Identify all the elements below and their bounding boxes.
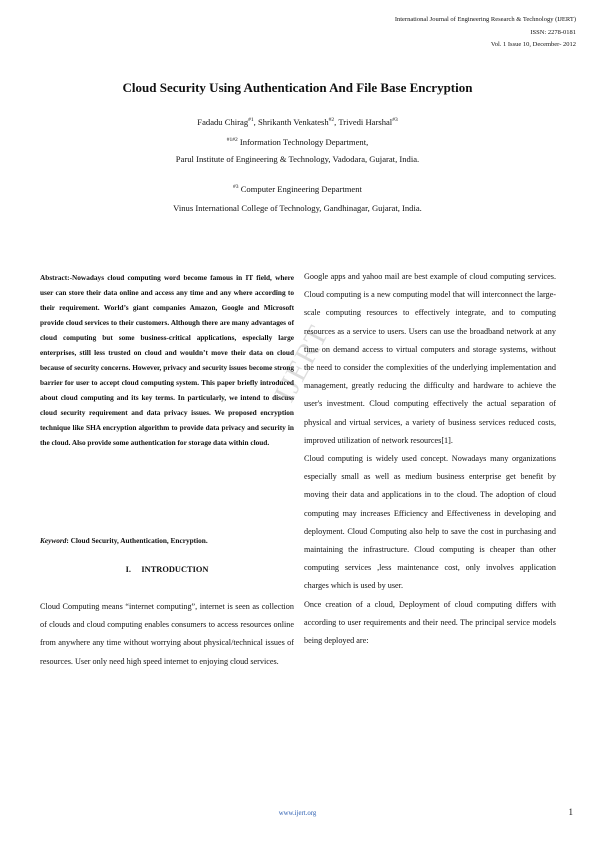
volume-issue: Vol. 1 Issue 10, December- 2012 (490, 41, 576, 48)
watermark: IJERT (268, 320, 336, 408)
author-3-sup: #3 (392, 117, 398, 124)
section-heading-introduction: I. INTRODUCTION (125, 565, 209, 574)
issn: ISSN: 2278-0181 (530, 28, 576, 36)
author-1: Fadadu Chirag (197, 117, 249, 127)
intro-paragraph: Cloud Computing means “internet computing”, internet is seen as collection of clouds and cloud computing enables consumers to access resources online from anywhere any time without worrying about physical/technical issues of resources. User only need high speed internet to enjoying cloud services. (40, 602, 294, 666)
keywords-text: : Cloud Security, Authentication, Encryption. (66, 536, 208, 545)
author-1-sup: #1 (248, 117, 254, 124)
right-column (304, 268, 556, 650)
author-2: Shrikanth Venkatesh (257, 117, 329, 127)
abstract: Abstract:-Nowadays cloud computing word become famous in IT field, where user can store their data online and access any time and any where according to their requirement. World’s giant companies Amazon, Google and Microsoft provide cloud services to their customers. Although there are many advantages of cloud computing but some business-critical applications, especially large enterprises, still less trusted on cloud and wouldn’t move their data on cloud because of security concerns. However, privacy and security issues become strong barrier for user to accept cloud computing system. This paper briefly introduced about cloud computing and its key terms. In particularly, we intend to discuss cloud security requirement and data privacy issues. We proposed encryption technique like SHA encryption algorithm to provide data privacy and security in the cloud. Also provide some authentication for storage data within cloud. (40, 273, 294, 447)
affiliation-1-inst: Parul Institute of Engineering & Technology, Vadodara, Gujarat, India. (175, 154, 420, 164)
affiliation-2-sup: #3 (233, 184, 239, 191)
right-paragraph-1: Google apps and yahoo mail are best example of cloud computing services. Cloud computing is a new computing model that will interconnect the large-scale computing resources to effectively integrate, and to computing resources as a service to users. Users can use the broadband network at any time on demand access to virtual computers and storage systems, without the need to consider the complexities of the underlying implementation and management, greatly reducing the difficulty and hardware to achieve the user's investment. Cloud computing effectively the actual separation of physical and virtual services, a variety of business services reduced costs, improved utilization of network resources[1]. (304, 272, 556, 445)
affiliation-2-dept-text: Computer Engineering Department (240, 184, 362, 194)
affiliation-2-inst: Vinus International College of Technology, Gandhinagar, Gujarat, India. (173, 203, 422, 213)
affiliation-1-dept (0, 137, 595, 147)
journal-name: International Journal of Engineering Research & Technology (IJERT) (394, 16, 576, 23)
author-3: Trivedi Harshal (338, 117, 393, 127)
intro-column (40, 598, 294, 671)
paper-title: Cloud Security Using Authentication And File Base Encryption (122, 80, 473, 95)
affiliation-2-dept (0, 184, 595, 194)
footer-url[interactable]: www.ijert.org (278, 810, 317, 817)
affiliation-1-dept-text: Information Technology Department, (239, 137, 369, 147)
author-2-sup: #2 (328, 117, 335, 124)
running-header (276, 14, 576, 52)
author-line: Fadadu Chirag$^{\#1}$, Shrikanth Venkatesh$^{\#2}$, Trivedi Harshal$^{\#3}$ (197, 117, 398, 127)
affiliation-1-sup: #1#2 (226, 137, 238, 144)
keywords-label: Keyword (40, 536, 67, 545)
right-paragraph-3: Once creation of a cloud, Deployment of cloud computing differs with according to user requirements and their need. The principal service models being deployed are: (304, 599, 556, 646)
page-number: 1 (568, 807, 573, 817)
keywords (40, 535, 294, 547)
right-paragraph-2: Cloud computing is widely used concept. Nowadays many organizations especially small as well as medium business enterprise get benefit by moving their data and applications in to the cloud. The adoption of cloud computing may increases Efficiency and Effectiveness in developing and deployment. Cloud Computing also help to save the cost in purchasing and maintaining the infrastructure. Cloud computing is cheaper than other computing services ,less maintenance cost, only involves application charges which is used by user. (304, 454, 556, 591)
